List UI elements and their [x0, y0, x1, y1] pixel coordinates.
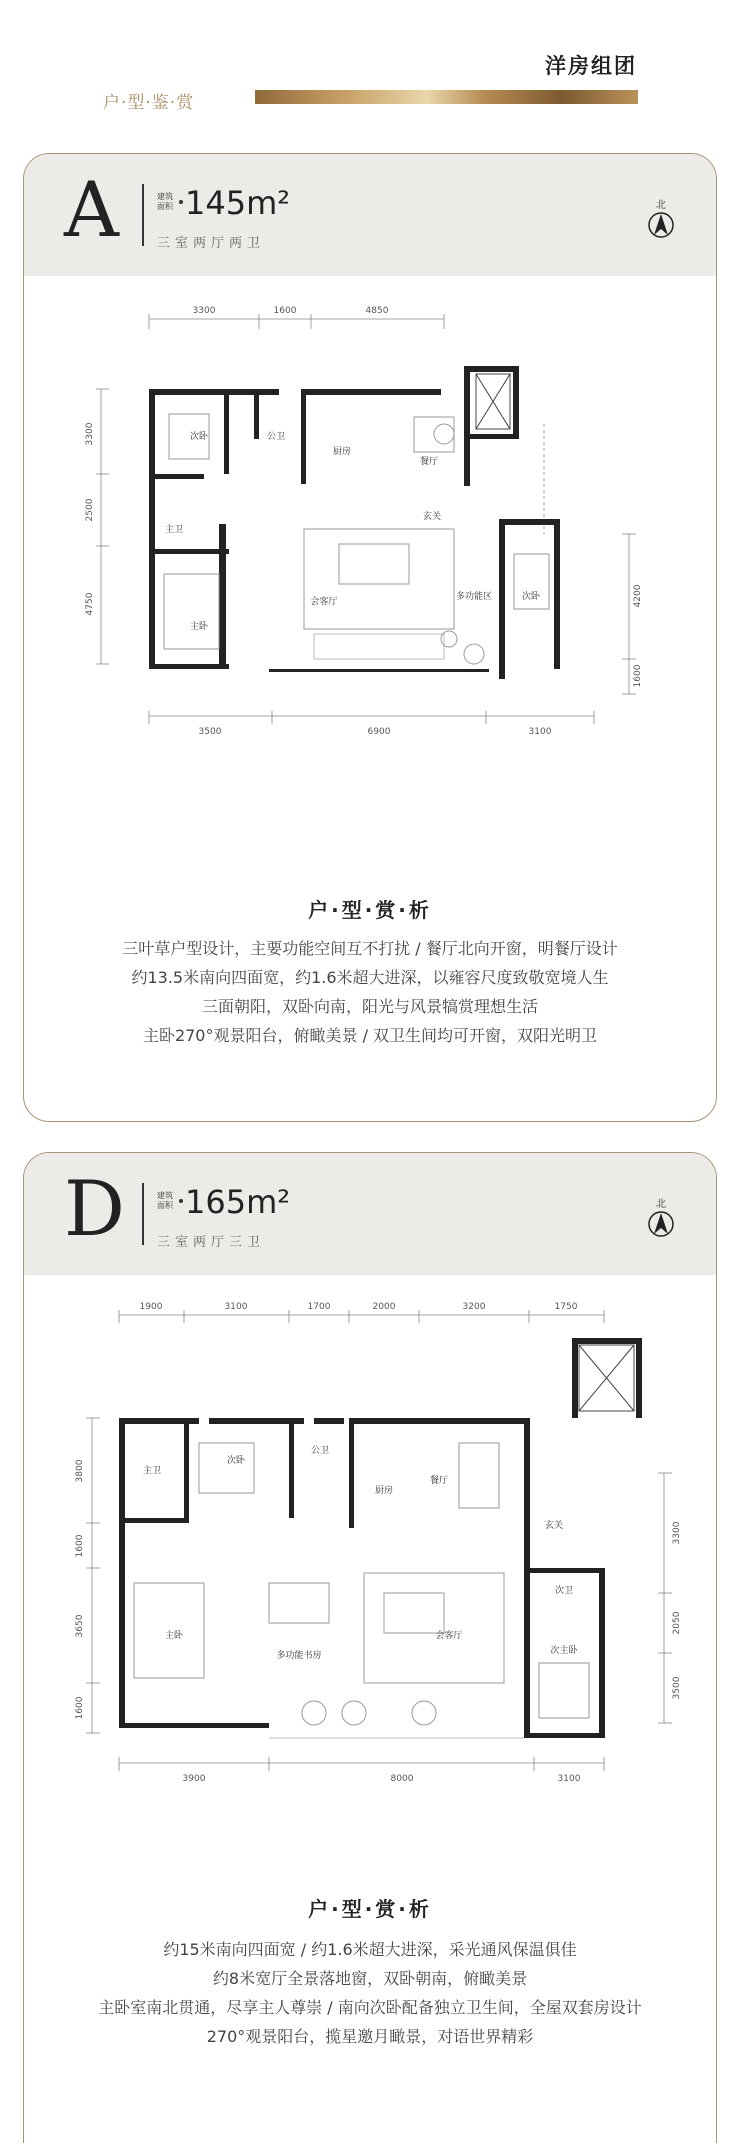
dim-top-2: 3100 — [224, 1302, 248, 1312]
dim-top-2: 1600 — [273, 306, 297, 316]
area-label: 建筑面积 — [157, 1191, 173, 1210]
dim-bottom-1: 3500 — [198, 727, 222, 737]
dim-bottom-3: 3100 — [528, 727, 552, 737]
analysis-line: 主卧室南北贯通，尽享主人尊崇 / 南向次卧配备独立卫生间，全屋双套房设计 — [98, 1998, 642, 2017]
compass-arrow-icon — [646, 1210, 676, 1238]
room-label: 次卧 — [521, 592, 541, 602]
analysis-text — [24, 1935, 716, 2051]
dim-top-3: 1700 — [307, 1302, 331, 1312]
unit-card-a — [23, 153, 717, 1122]
dim-top-1: 3300 — [192, 306, 216, 316]
dim-top-3: 4850 — [365, 306, 389, 316]
floor-plan-d — [24, 1283, 717, 1783]
dim-left-1: 3800 — [75, 1459, 85, 1483]
analysis-text — [24, 934, 716, 1050]
dim-left-2: 2500 — [85, 498, 95, 522]
dim-right-1: 3300 — [672, 1521, 682, 1545]
layout-description: 三室两厅三卫 — [157, 1235, 266, 1250]
room-label: 厨房 — [332, 447, 352, 457]
dim-left-3: 4750 — [85, 592, 95, 616]
room-label: 公卫 — [266, 432, 286, 442]
dim-left-1: 3300 — [85, 422, 95, 446]
dim-right-2: 1600 — [633, 664, 643, 688]
room-label: 会客厅 — [435, 1631, 463, 1641]
room-label: 次主卧 — [550, 1646, 578, 1656]
analysis-line: 约13.5米南向四面宽，约1.6米超大进深，以雍容尺度致敬宽境人生 — [131, 968, 609, 987]
area-dot — [179, 200, 183, 204]
room-label: 主卫 — [164, 525, 184, 535]
analysis-line: 约15米南向四面宽 / 约1.6米超大进深，采光通风保温俱佳 — [163, 1940, 577, 1959]
room-label: 主卫 — [142, 1466, 162, 1476]
header-divider — [142, 1183, 144, 1245]
unit-letter: A — [64, 165, 119, 254]
dim-bottom-2: 8000 — [390, 1774, 414, 1783]
dim-left-3: 3650 — [75, 1614, 85, 1638]
room-label: 次卫 — [554, 1586, 574, 1596]
unit-header — [24, 1153, 716, 1275]
dim-right-3: 3500 — [672, 1676, 682, 1700]
room-label: 餐厅 — [429, 1476, 449, 1486]
brand-name: 洋房组团 — [545, 54, 637, 78]
room-label: 次卧 — [189, 432, 209, 442]
layout-description: 三室两厅两卫 — [157, 236, 266, 251]
unit-header — [24, 154, 716, 276]
room-label: 次卧 — [226, 1456, 246, 1466]
analysis-line: 三叶草户型设计，主要功能空间互不打扰 / 餐厅北向开窗，明餐厅设计 — [122, 939, 618, 958]
north-label: 北 — [656, 1199, 666, 1210]
dim-bottom-1: 3900 — [182, 1774, 206, 1783]
north-indicator — [646, 1195, 676, 1242]
dim-left-4: 1600 — [75, 1696, 85, 1720]
unit-card-d — [23, 1152, 717, 2143]
room-label: 主卧 — [189, 622, 209, 632]
room-label: 多功能书房 — [276, 1651, 322, 1661]
analysis-title: 户·型·赏·析 — [308, 898, 432, 922]
compass-arrow-icon — [646, 211, 676, 239]
analysis-line: 三面朝阳，双卧向南，阳光与风景犒赏理想生活 — [201, 997, 538, 1016]
dim-right-2: 2050 — [672, 1611, 682, 1635]
room-label: 餐厅 — [419, 457, 439, 467]
room-label: 会客厅 — [310, 597, 338, 607]
north-indicator — [646, 196, 676, 243]
dim-top-5: 3200 — [462, 1302, 486, 1312]
room-label: 厨房 — [374, 1486, 394, 1496]
dim-bottom-2: 6900 — [367, 727, 391, 737]
room-label: 玄关 — [544, 1521, 564, 1531]
area-value: 165m² — [185, 1183, 291, 1221]
north-label: 北 — [656, 200, 666, 211]
area-label: 建筑面积 — [157, 192, 173, 211]
area-dot — [179, 1199, 183, 1203]
dim-top-4: 2000 — [372, 1302, 396, 1312]
analysis-title: 户·型·赏·析 — [308, 1897, 432, 1921]
section-title: 户·型·鉴·赏 — [103, 93, 195, 113]
gold-divider-bar — [255, 90, 638, 104]
room-label: 公卫 — [310, 1446, 330, 1456]
room-label: 玄关 — [422, 512, 442, 522]
header-divider — [142, 184, 144, 246]
area-value: 145m² — [185, 184, 291, 222]
analysis-line: 约8米宽厅全景落地窗，双卧朝南，俯瞰美景 — [212, 1969, 528, 1988]
room-label: 多功能区 — [455, 592, 493, 602]
analysis-line: 主卧270°观景阳台，俯瞰美景 / 双卫生间均可开窗，双阳光明卫 — [142, 1026, 598, 1045]
dim-top-1: 1900 — [139, 1302, 163, 1312]
dim-top-6: 1750 — [554, 1302, 578, 1312]
room-label: 主卧 — [164, 1631, 184, 1641]
floor-plan-a — [24, 284, 717, 744]
dim-bottom-3: 3100 — [557, 1774, 581, 1783]
unit-letter: D — [64, 1164, 125, 1253]
dim-right-1: 4200 — [633, 584, 643, 608]
dim-left-2: 1600 — [75, 1534, 85, 1558]
analysis-line: 270°观景阳台，揽星邀月瞰景，对语世界精彩 — [206, 2027, 534, 2046]
